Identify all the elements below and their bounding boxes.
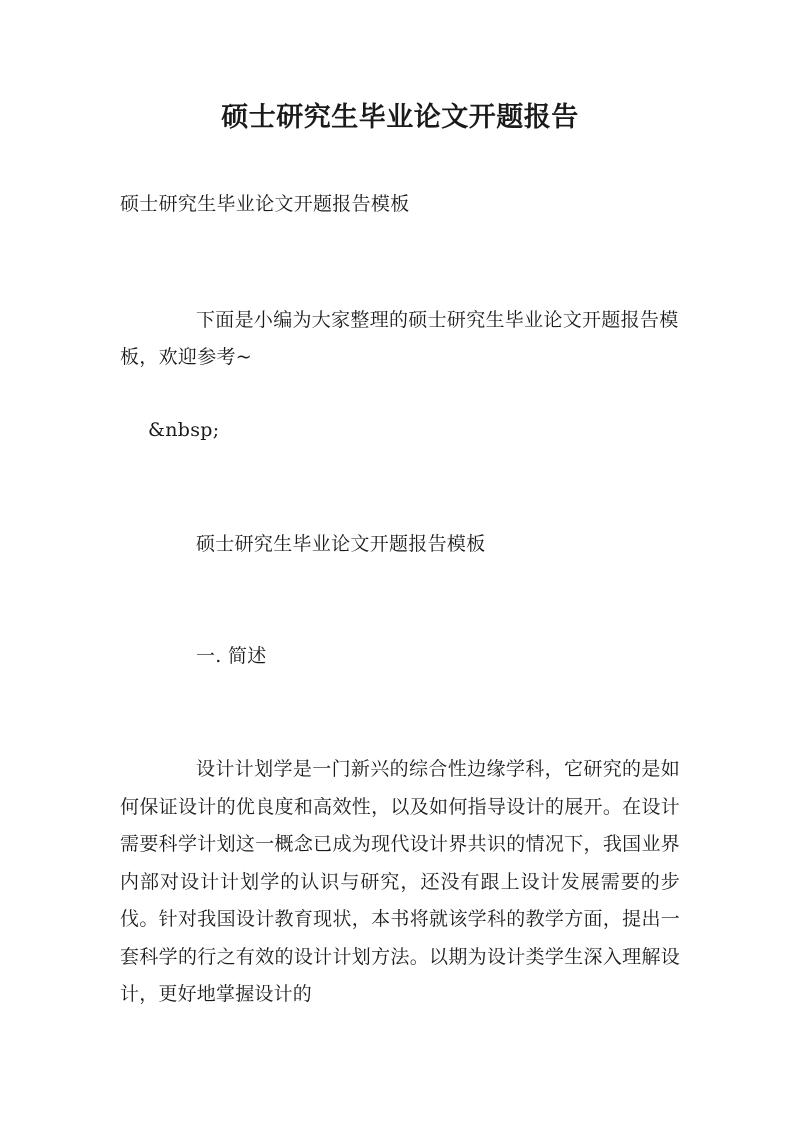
section-one-heading: 一. 简述 xyxy=(196,645,267,667)
intro-paragraph: 下面是小编为大家整理的硕士研究生毕业论文开题报告模板，欢迎参考~ xyxy=(120,309,679,368)
document-title: 硕士研究生毕业论文开题报告 xyxy=(221,102,579,133)
nbsp-text: &nbsp; xyxy=(148,419,220,441)
section-heading: 硕士研究生毕业论文开题报告模板 xyxy=(196,533,486,555)
body-paragraph: 设计计划学是一门新兴的综合性边缘学科，它研究的是如何保证设计的优良度和高效性，以及如何指导设计的展开。在设计需要科学计划这一概念已成为现代设计界共识的情况下，我国业界内部对设计计划学的认识与研究，还没有跟上设计发展需要的步伐。针对我国设计教育现状，本书将就该学科的教学方面，提出一套科学的行之有效的设计计划方法。以期为设计类学生深入理解设计，更好地掌握设计的 xyxy=(120,758,680,1005)
document-subtitle: 硕士研究生毕业论文开题报告模板 xyxy=(120,193,410,215)
